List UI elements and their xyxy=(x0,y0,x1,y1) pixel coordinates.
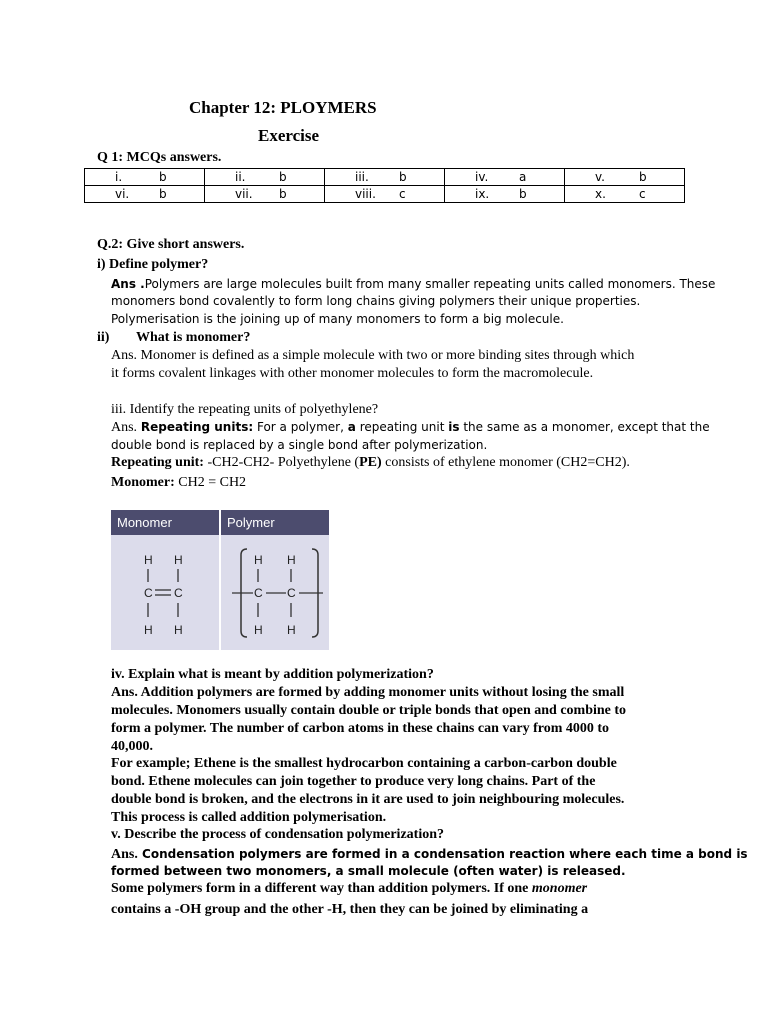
question-number: v. xyxy=(595,170,605,184)
q1-heading: Q 1: MCQs answers. xyxy=(97,150,222,165)
answer-line: monomers bond covalently to form long chains giving polymers their unique properties. xyxy=(111,294,641,308)
question-number: x. xyxy=(595,187,606,201)
answer-line: This process is called addition polymerisation. xyxy=(111,810,387,825)
answer-text: For a polymer, xyxy=(256,420,344,434)
atom-h-label: H xyxy=(144,623,153,637)
question-number: i. xyxy=(115,170,123,184)
question-monomer: What is monomer? xyxy=(136,330,251,345)
answer-label: Ans. xyxy=(111,420,138,435)
monomer-polymer-figure xyxy=(111,510,329,650)
table-cell xyxy=(205,169,325,186)
q2-heading: Q.2: Give short answers. xyxy=(97,237,245,252)
table-cell xyxy=(325,186,445,203)
answer-line: contains a -OH group and the other -H, then they can be joined by eliminating a xyxy=(111,902,589,917)
question-number: viii. xyxy=(355,187,376,201)
term-repeating-unit: Repeating unit: xyxy=(111,455,204,470)
ethene-structure xyxy=(144,553,183,637)
answer-line xyxy=(111,277,715,291)
italic-term-monomer: monomer xyxy=(531,881,588,896)
answer-letter: a xyxy=(519,170,527,184)
figure-header-monomer: Monomer xyxy=(111,510,219,535)
answer-line xyxy=(111,847,748,863)
table-row xyxy=(85,169,685,186)
table-cell xyxy=(565,169,685,186)
atom-h-label: H xyxy=(287,553,296,567)
answer-text: Polymers are large molecules built from many smaller repeating units called monomers. These xyxy=(144,277,716,291)
answer-line: it forms covalent linkages with other monomer molecules to form the macromolecule. xyxy=(111,366,594,381)
atom-h-label: H xyxy=(174,553,183,567)
question-number: ii. xyxy=(235,170,246,184)
mcq-answer-table xyxy=(84,168,685,203)
answer-text: consists of ethylene monomer (CH2=CH2). xyxy=(385,455,630,470)
figure-header-polymer: Polymer xyxy=(221,510,329,535)
atom-c-label: C xyxy=(144,586,153,600)
atom-h-label: H xyxy=(174,623,183,637)
answer-line: molecules. Monomers usually contain double or triple bonds that open and combine to xyxy=(111,703,627,718)
answer-label: Ans. xyxy=(111,847,138,862)
table-cell xyxy=(85,186,205,203)
atom-h-label: H xyxy=(287,623,296,637)
answer-text-bold: a xyxy=(347,420,356,434)
answer-line: form a polymer. The number of carbon atoms in these chains can vary from 4000 to xyxy=(111,721,610,736)
answer-line: formed between two monomers, a small molecule (often water) is released. xyxy=(111,864,626,878)
answer-letter: b xyxy=(399,170,407,184)
exercise-title: Exercise xyxy=(258,126,320,145)
answer-line: Ans. Monomer is defined as a simple molecule with two or more binding sites through which xyxy=(111,348,635,363)
question-repeating-units: iii. Identify the repeating units of polyethylene? xyxy=(111,402,379,417)
answer-text: the same as a monomer, except that the xyxy=(463,420,710,434)
question-number: iv. xyxy=(475,170,489,184)
answer-letter: b xyxy=(279,187,287,201)
answer-text: Condensation polymers are formed in a condensation reaction where each time a bond is xyxy=(142,847,748,861)
table-cell xyxy=(85,169,205,186)
monomer-line xyxy=(111,475,246,491)
table-cell xyxy=(565,186,685,203)
question-number: iii. xyxy=(355,170,369,184)
table-cell xyxy=(445,169,565,186)
answer-letter: b xyxy=(639,170,647,184)
answer-line: double bond is broken, and the electrons in it are used to join neighbouring molecules. xyxy=(111,792,625,807)
polyethylene-structure xyxy=(232,549,323,637)
answer-letter: b xyxy=(159,170,167,184)
answer-letter: b xyxy=(519,187,527,201)
chapter-title: Chapter 12: PLOYMERS xyxy=(189,98,377,117)
question-number: vi. xyxy=(115,187,130,201)
table-row xyxy=(85,186,685,203)
answer-label: Ans . xyxy=(111,277,145,291)
table-cell xyxy=(325,169,445,186)
term-monomer: Monomer: xyxy=(111,475,175,490)
table-cell xyxy=(205,186,325,203)
structure-diagrams xyxy=(111,535,329,650)
answer-line xyxy=(111,420,710,436)
answer-line: bond. Ethene molecules can join together to produce very long chains. Part of the xyxy=(111,774,596,789)
answer-line: For example; Ethene is the smallest hydrocarbon containing a carbon-carbon double xyxy=(111,756,617,771)
repeating-unit-line xyxy=(111,455,630,471)
answer-text: Some polymers form in a different way than addition polymers. If one xyxy=(111,881,529,896)
abbreviation-pe: PE) xyxy=(359,455,382,470)
question-number-ii: ii) xyxy=(97,330,110,345)
atom-h-label: H xyxy=(254,553,263,567)
answer-line: 40,000. xyxy=(111,739,153,754)
answer-text: repeating unit xyxy=(359,420,445,434)
answer-text-bold: is xyxy=(448,420,460,434)
answer-letter: b xyxy=(279,170,287,184)
question-define-polymer: i) Define polymer? xyxy=(97,257,209,272)
answer-letter: c xyxy=(399,187,406,201)
atom-c-label: C xyxy=(174,586,183,600)
question-condensation-polymerization: v. Describe the process of condensation polymerization? xyxy=(111,827,444,842)
table-cell xyxy=(445,186,565,203)
term-repeating-units: Repeating units: xyxy=(140,420,254,434)
answer-line: double bond is replaced by a single bond after polymerization. xyxy=(111,438,488,452)
answer-letter: b xyxy=(159,187,167,201)
monomer-formula: CH2 = CH2 xyxy=(178,475,247,490)
answer-line: Ans. Addition polymers are formed by adding monomer units without losing the small xyxy=(111,685,625,700)
answer-letter: c xyxy=(639,187,646,201)
atom-h-label: H xyxy=(254,623,263,637)
question-number: vii. xyxy=(235,187,253,201)
answer-text: -CH2-CH2- Polyethylene ( xyxy=(207,455,360,470)
answer-line: Polymerisation is the joining up of many monomers to form a big molecule. xyxy=(111,312,564,326)
atom-h-label: H xyxy=(144,553,153,567)
question-addition-polymerization: iv. Explain what is meant by addition polymerization? xyxy=(111,667,434,682)
atom-c-label: C xyxy=(254,586,263,600)
atom-c-label: C xyxy=(287,586,296,600)
answer-line xyxy=(111,881,587,897)
question-number: ix. xyxy=(475,187,490,201)
